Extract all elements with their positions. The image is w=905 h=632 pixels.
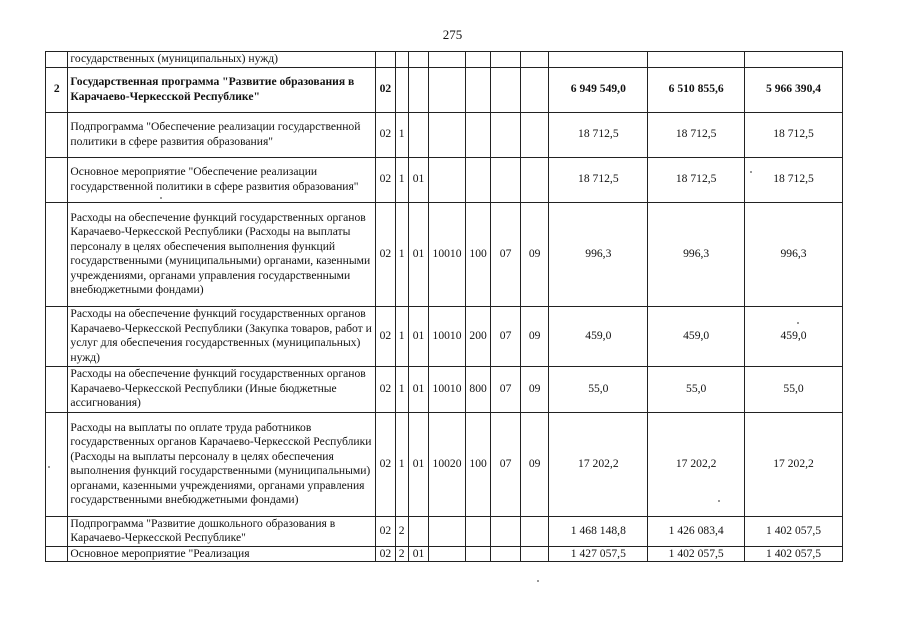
amount-year-1: 17 202,2 [549, 412, 648, 516]
code-subprogram [395, 67, 408, 112]
code-direction: 10010 [429, 306, 466, 366]
code-expense-type [465, 546, 490, 562]
code-program: 02 [376, 157, 395, 202]
code-expense-type: 800 [465, 366, 490, 412]
item-name: государственных (муниципальных) нужд) [68, 52, 376, 68]
code-expense-type [465, 157, 490, 202]
code-section: 07 [491, 202, 521, 306]
code-direction: 10010 [429, 366, 466, 412]
code-subsection [520, 112, 549, 157]
row-number [46, 112, 68, 157]
code-subsection [520, 52, 549, 68]
row-number [46, 366, 68, 412]
code-subprogram: 2 [395, 546, 408, 562]
amount-year-1: 1 468 148,8 [549, 516, 648, 546]
code-program: 02 [376, 202, 395, 306]
scan-speck [48, 466, 50, 468]
row-number [46, 52, 68, 68]
page-number: 275 [442, 27, 463, 42]
code-direction [429, 516, 466, 546]
code-expense-type: 200 [465, 306, 490, 366]
code-event [408, 67, 428, 112]
code-section [491, 516, 521, 546]
code-subprogram: 1 [395, 306, 408, 366]
item-name: Расходы на выплаты по оплате труда работников государственных органов Карачаево-Черкесской Республики (Расходы на выплаты персоналу в целях обеспечения выполнения функций государственными (муниципальными) органами, казенными учреждениями, органами управления государственными внебюджетными фондами) [68, 412, 376, 516]
code-section [491, 112, 521, 157]
code-subprogram: 1 [395, 202, 408, 306]
scan-speck [750, 171, 752, 173]
scan-speck [718, 500, 720, 502]
code-program: 02 [376, 516, 395, 546]
code-subsection [520, 546, 549, 562]
amount-year-2: 1 426 083,4 [648, 516, 745, 546]
table-row [46, 412, 843, 516]
code-expense-type [465, 516, 490, 546]
amount-year-1: 18 712,5 [549, 157, 648, 202]
scan-speck [160, 197, 162, 199]
code-section: 07 [491, 366, 521, 412]
code-subprogram: 1 [395, 157, 408, 202]
code-section [491, 67, 521, 112]
code-section [491, 52, 521, 68]
code-subprogram: 1 [395, 366, 408, 412]
item-name: Подпрограмма "Развитие дошкольного образования в Карачаево-Черкесской Республике" [68, 516, 376, 546]
code-event: 01 [408, 202, 428, 306]
amount-year-3: 459,0 [745, 306, 843, 366]
row-number [46, 157, 68, 202]
amount-year-2: 18 712,5 [648, 112, 745, 157]
row-number [46, 306, 68, 366]
code-event: 01 [408, 157, 428, 202]
code-subsection [520, 516, 549, 546]
row-number [46, 516, 68, 546]
code-subprogram: 2 [395, 516, 408, 546]
table-body [46, 52, 843, 562]
table-row [46, 52, 843, 68]
code-section [491, 546, 521, 562]
code-program: 02 [376, 366, 395, 412]
row-number: 2 [46, 67, 68, 112]
code-direction [429, 52, 466, 68]
row-number [46, 412, 68, 516]
code-event: 01 [408, 366, 428, 412]
code-direction [429, 112, 466, 157]
code-subprogram: 1 [395, 112, 408, 157]
amount-year-1: 1 427 057,5 [549, 546, 648, 562]
code-direction [429, 67, 466, 112]
code-program [376, 52, 395, 68]
amount-year-2: 459,0 [648, 306, 745, 366]
table-row [46, 157, 843, 202]
code-section: 07 [491, 306, 521, 366]
item-name: Основное мероприятие "Реализация [68, 546, 376, 562]
amount-year-3: 17 202,2 [745, 412, 843, 516]
code-expense-type: 100 [465, 412, 490, 516]
code-section [491, 157, 521, 202]
amount-year-2: 17 202,2 [648, 412, 745, 516]
amount-year-3 [745, 52, 843, 68]
amount-year-3: 996,3 [745, 202, 843, 306]
amount-year-3: 5 966 390,4 [745, 67, 843, 112]
code-event: 01 [408, 412, 428, 516]
code-subprogram: 1 [395, 412, 408, 516]
item-name: Расходы на обеспечение функций государственных органов Карачаево-Черкесской Республики (Закупка товаров, работ и услуг для обеспечения государственных (муниципальных) нужд) [68, 306, 376, 366]
table-row [46, 516, 843, 546]
scan-speck [797, 322, 799, 324]
code-subsection [520, 67, 549, 112]
amount-year-2 [648, 52, 745, 68]
table-row [46, 546, 843, 562]
code-section: 07 [491, 412, 521, 516]
code-direction [429, 157, 466, 202]
item-name: Подпрограмма "Обеспечение реализации государственной политики в сфере развития образования" [68, 112, 376, 157]
amount-year-2: 18 712,5 [648, 157, 745, 202]
code-expense-type [465, 112, 490, 157]
amount-year-1: 996,3 [549, 202, 648, 306]
amount-year-3: 55,0 [745, 366, 843, 412]
amount-year-1 [549, 52, 648, 68]
code-expense-type: 100 [465, 202, 490, 306]
amount-year-2: 1 402 057,5 [648, 546, 745, 562]
code-event [408, 52, 428, 68]
code-program: 02 [376, 306, 395, 366]
amount-year-2: 6 510 855,6 [648, 67, 745, 112]
table-row [46, 202, 843, 306]
table-row [46, 67, 843, 112]
code-subsection: 09 [520, 366, 549, 412]
code-subsection: 09 [520, 306, 549, 366]
code-subsection: 09 [520, 202, 549, 306]
amount-year-3: 18 712,5 [745, 112, 843, 157]
code-subsection: 09 [520, 412, 549, 516]
code-program: 02 [376, 112, 395, 157]
code-expense-type [465, 52, 490, 68]
amount-year-1: 18 712,5 [549, 112, 648, 157]
code-subsection [520, 157, 549, 202]
code-direction: 10020 [429, 412, 466, 516]
amount-year-3: 1 402 057,5 [745, 546, 843, 562]
code-event [408, 516, 428, 546]
code-direction: 10010 [429, 202, 466, 306]
amount-year-2: 996,3 [648, 202, 745, 306]
code-program: 02 [376, 546, 395, 562]
row-number [46, 546, 68, 562]
code-direction [429, 546, 466, 562]
code-event [408, 112, 428, 157]
amount-year-1: 459,0 [549, 306, 648, 366]
table-row [46, 366, 843, 412]
amount-year-1: 55,0 [549, 366, 648, 412]
row-number [46, 202, 68, 306]
amount-year-3: 1 402 057,5 [745, 516, 843, 546]
code-expense-type [465, 67, 490, 112]
code-program: 02 [376, 412, 395, 516]
code-program: 02 [376, 67, 395, 112]
item-name: Расходы на обеспечение функций государственных органов Карачаево-Черкесской Республики (Иные бюджетные ассигнования) [68, 366, 376, 412]
table-row [46, 112, 843, 157]
item-name: Расходы на обеспечение функций государственных органов Карачаево-Черкесской Республики (Расходы на выплаты персоналу в целях обеспечения выполнения функций государственными (муниципальными) органами, казенными учреждениями, органами управления государственными внебюджетными фондами) [68, 202, 376, 306]
amount-year-1: 6 949 549,0 [549, 67, 648, 112]
code-subprogram [395, 52, 408, 68]
code-event: 01 [408, 546, 428, 562]
amount-year-3: 18 712,5 [745, 157, 843, 202]
budget-table [45, 51, 843, 562]
code-event: 01 [408, 306, 428, 366]
item-name: Государственная программа "Развитие образования в Карачаево-Черкесской Республике" [68, 67, 376, 112]
scan-speck [537, 580, 539, 582]
item-name: Основное мероприятие "Обеспечение реализации государственной политики в сфере развития образования" [68, 157, 376, 202]
amount-year-2: 55,0 [648, 366, 745, 412]
table-row [46, 306, 843, 366]
